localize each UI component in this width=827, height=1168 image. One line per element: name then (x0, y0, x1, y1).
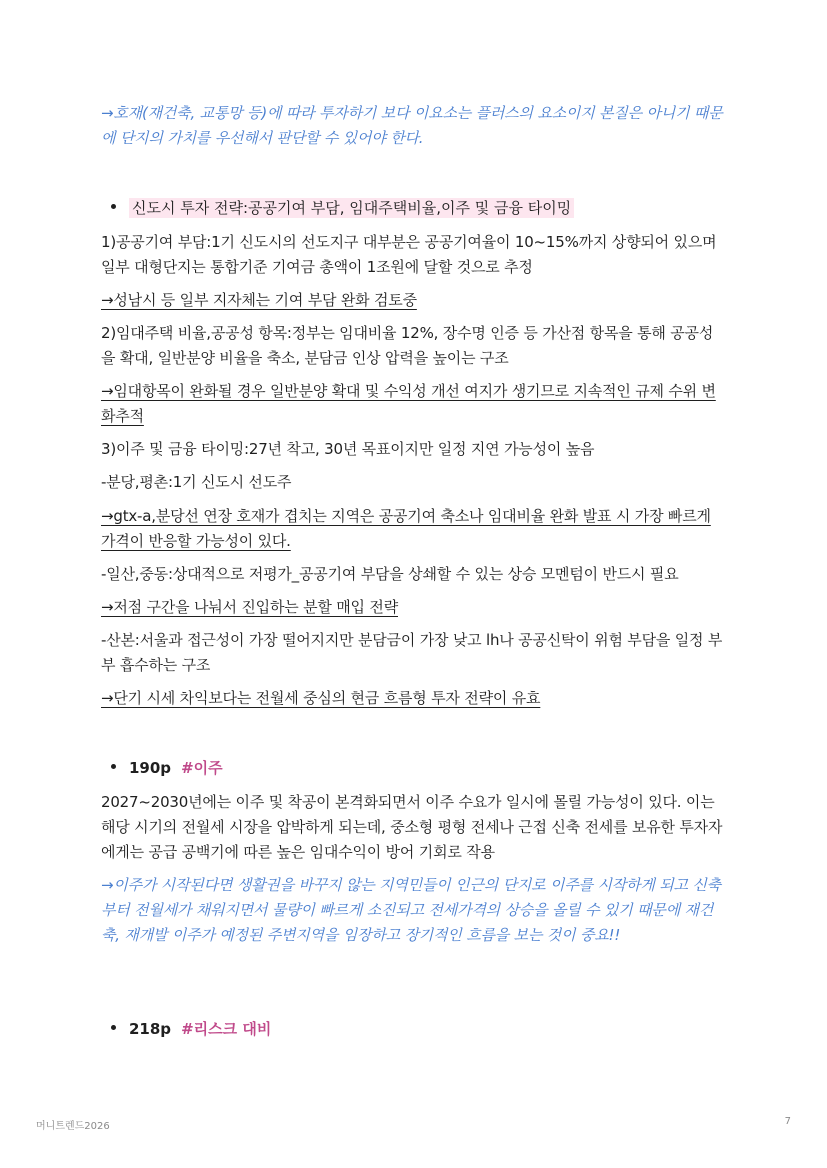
note-relocation: →이주가 시작된다면 생활권을 바꾸지 않는 지역민들이 인근의 단지로 이주를 시작하게 되고 신축부터 전월세가 채워지면서 물량이 빠르게 소진되고 전세가격의 상승을 올릴 수 있기 때문에 재건축, 재개발 이주가 예정된 주변지역을 임장하고 장기적인 흐름을 보는 것이 중요!! (101, 876, 721, 944)
bullet-dot (111, 764, 116, 769)
note-cashflow: →단기 시세 차익보다는 전월세 중심의 현금 흐름형 투자 전략이 유효 (101, 689, 541, 707)
intro-note: →호재(재건축, 교통망 등)에 따라 투자하기 보다 이요소는 플러스의 요소이지 본질은 아니기 때문에 단지의 가치를 우선해서 판단할 수 있어야 한다. (101, 104, 723, 147)
note-seongnam-wrap (101, 288, 726, 313)
note-rental-wrap (101, 379, 726, 429)
page-ref-218: 218p (129, 1020, 172, 1038)
item-ilsan: -일산,중동:상대적으로 저평가_공공기여 부담을 상쇄할 수 있는 상승 모멘텀이 반드시 필요 (101, 565, 679, 583)
paragraph-public-contribution: 1)공공기여 부담:1기 신도시의 선도지구 대부분은 공공기여율이 10~15%까지 상향되어 있으며 일부 대형단지는 통합기준 기여금 총액이 1조원에 달할 것으로 추정 (101, 233, 717, 276)
bullet-strategy (111, 196, 574, 221)
note-cashflow-wrap (101, 686, 726, 711)
bullet-218p (111, 1017, 271, 1042)
note-rental: →임대항목이 완화될 경우 일반분양 확대 및 수익성 개선 여지가 생기므로 지속적인 규제 수위 변화추적 (101, 382, 716, 425)
note-gtx: →gtx-a,분당선 연장 호재가 겹치는 지역은 공공기여 축소나 임대비율 완화 발표 시 가장 빠르게 가격이 반응할 가능성이 있다. (101, 507, 711, 550)
item-bundang: -분당,평촌:1기 신도시 선도주 (101, 473, 292, 491)
item-sanbon: -산본:서울과 접근성이 가장 떨어지지만 분담금이 가장 낮고 lh나 공공신탁이 위험 부담을 일정 부부 흡수하는 구조 (101, 631, 723, 674)
note-split-purchase: →저점 구간을 나눠서 진입하는 분할 매입 전략 (101, 598, 398, 616)
bullet-strategy-label: 신도시 투자 전략:공공기여 부담, 임대주택비율,이주 및 금융 타이밍 (129, 198, 574, 218)
note-gtx-wrap (101, 504, 726, 554)
paragraph-relocation-demand: 2027~2030년에는 이주 및 착공이 본격화되면서 이주 수요가 일시에 몰릴 가능성이 있다. 이는 해당 시기의 전월세 시장을 압박하게 되는데, 중소형 평형 전세나 근접 신축 전세를 보유한 투자자에게는 공급 공백기에 따른 높은 임대수익이 방어 기회로 작용 (101, 793, 723, 861)
paragraph-relocation-timing: 3)이주 및 금융 타이밍:27년 착고, 30년 목표이지만 일정 지연 가능성이 높음 (101, 440, 595, 458)
paragraph-rental-ratio: 2)임대주택 비율,공공성 항목:정부는 임대비율 12%, 장수명 인증 등 가산점 항목을 통해 공공성을 확대, 일반분양 비율을 축소, 분담금 인상 압력을 높이는 구조 (101, 324, 714, 367)
page-ref-190: 190p (129, 759, 172, 777)
page-number: 7 (784, 1116, 791, 1127)
tag-risk: #리스크 대비 (181, 1020, 272, 1038)
footer-title: 머니트렌드2026 (36, 1121, 110, 1132)
note-split-wrap (101, 595, 726, 620)
bullet-dot (111, 204, 116, 209)
note-seongnam: →성남시 등 일부 지자체는 기여 부담 완화 검토중 (101, 291, 417, 309)
bullet-190p (111, 756, 223, 781)
tag-relocation: #이주 (181, 759, 223, 777)
bullet-dot (111, 1025, 116, 1030)
